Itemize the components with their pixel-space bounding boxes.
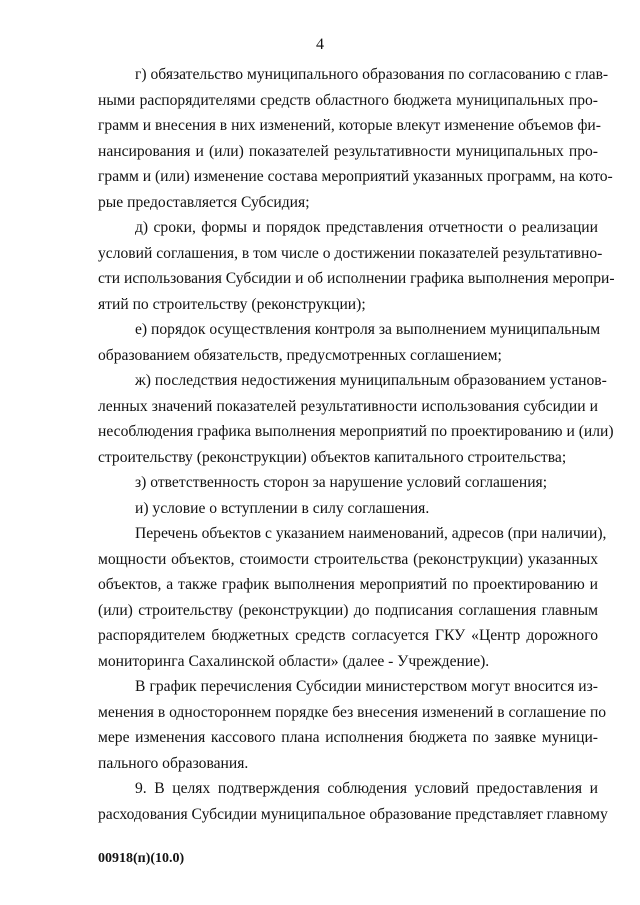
text-line: сти использования Субсидии и об исполнении графика выполнения меропри- [98,270,615,287]
text-line: пального образования. [98,754,249,772]
text-line: менения в одностороннем порядке без внесения изменений в соглашение по [98,703,607,721]
text-line: ятий по строительству (реконструкции); [98,295,366,313]
text-line: распорядителем бюджетных средств согласуется ГКУ «Центр дорожного [98,627,598,644]
text-line: мощности объектов, стоимости строительства (реконструкции) указанных [98,550,598,568]
document-code: 00918(п)(10.0) [98,851,185,866]
text-line: ленных значений показателей результативности использования субсидии и [98,397,598,415]
paragraph [98,317,601,368]
paragraph [98,521,607,674]
text-line: Перечень объектов с указанием наименований, адресов (при наличии), [135,525,607,542]
paragraph [98,674,607,776]
text-line: (или) строительству (реконструкции) до подписания соглашения главным [98,601,598,619]
text-line: мониторинга Сахалинской области» (далее - Учреждение). [98,652,490,670]
paragraph [98,776,608,827]
text-line: и) условие о вступлении в силу соглашения. [135,499,430,517]
text-line: нансирования и (или) показателей результативности муниципальных про- [98,142,598,160]
paragraph [98,368,614,470]
text-line: д) сроки, формы и порядок представления отчетности о реализации [135,219,598,236]
text-line: грамм и (или) изменение состава мероприятий указанных программ, на кото- [98,168,613,185]
paragraph [98,215,615,317]
text-line: несоблюдения графика выполнения мероприятий по проектированию и (или) [98,423,614,440]
paragraph [98,470,598,496]
text-line: грамм и внесения в них изменений, которые влекут изменение объемов фи- [98,117,601,134]
text-line: г) обязательство муниципального образования по согласованию с глав- [135,66,609,83]
text-line: рые предоставляется Субсидия; [98,193,310,211]
text-line: 9. В целях подтверждения соблюдения условий предоставления и [135,780,598,797]
text-line: В график перечисления Субсидии министерством могут вносится из- [135,678,598,695]
text-line: расходования Субсидии муниципальное образование представляет главному [98,805,608,823]
paragraph [98,62,613,215]
text-line: е) порядок осуществления контроля за выполнением муниципальным [135,321,601,338]
text-line: мере изменения кассового плана исполнения бюджета по заявке муници- [98,729,598,746]
text-line: ными распорядителями средств областного бюджета муниципальных про- [98,91,598,109]
text-line: ж) последствия недостижения муниципальным образованием установ- [135,372,607,389]
text-line: з) ответственность сторон за нарушение условий соглашения; [135,474,548,491]
paragraph [98,496,598,522]
page-number: 4 [316,36,324,53]
text-line: объектов, а также график выполнения мероприятий по проектированию и [98,576,598,593]
document-body [98,62,615,827]
text-line: строительству (реконструкции) объектов капитального строительства; [98,448,567,466]
text-line: образованием обязательств, предусмотренных соглашением; [98,346,502,364]
text-line: условий соглашения, в том числе о достижении показателей результативно- [98,244,603,262]
